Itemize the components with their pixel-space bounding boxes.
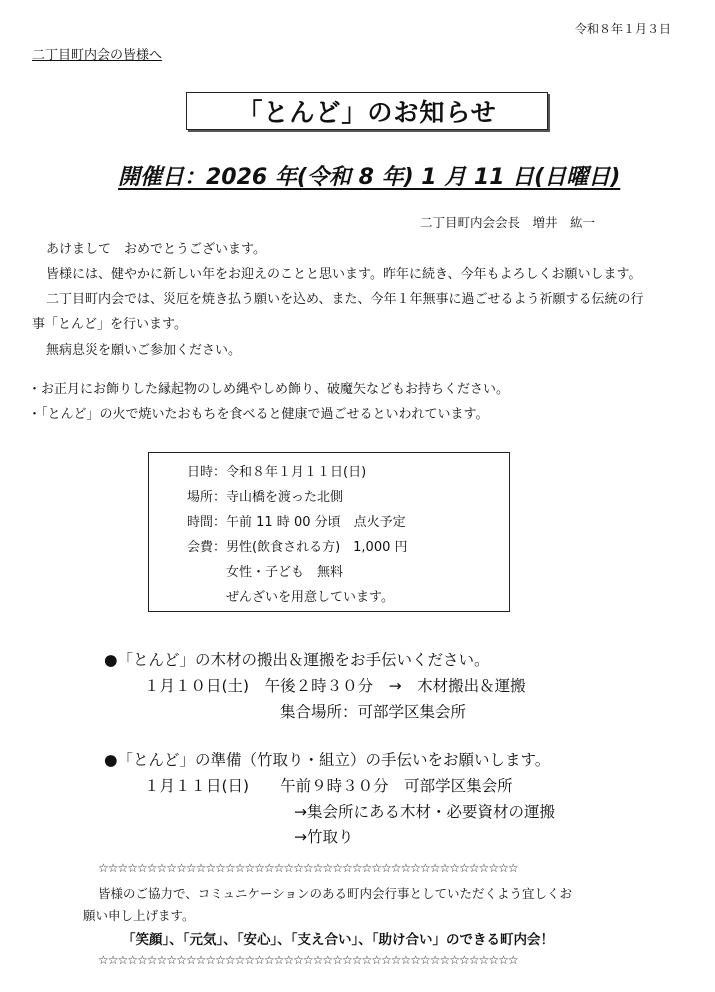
help-transport-place: 集合場所：可部学区集会所 bbox=[280, 703, 467, 721]
document-title: 「とんど」のお知らせ bbox=[237, 98, 497, 127]
author-line: 二丁目町内会会長 増井 紘一 bbox=[420, 215, 596, 230]
intro-paragraph: 皆様には、健やかに新しい年をお迎えのことと思います。昨年に続き、今年もよろしくお願いします。 bbox=[46, 267, 642, 282]
star-divider: ☆☆☆☆☆☆☆☆☆☆☆☆☆☆☆☆☆☆☆☆☆☆☆☆☆☆☆☆☆☆☆☆☆☆☆☆☆☆☆☆☆☆☆ bbox=[98, 861, 518, 875]
help-preparation-task: →集会所にある木材・必要資材の運搬 bbox=[294, 803, 555, 821]
help-preparation-task: →竹取り bbox=[294, 828, 354, 846]
detail-time: 時間：午前 11 時 00 分頃 点火予定 bbox=[187, 515, 406, 530]
document-date: 令和８年１月３日 bbox=[574, 22, 671, 36]
detail-note: ぜんざいを用意しています。 bbox=[187, 590, 394, 605]
detail-location: 場所：寺山橋を渡った北側 bbox=[187, 490, 344, 505]
intro-paragraph: 二丁目町内会では、災厄を焼き払う願いを込め、また、今年１年無事に過ごせるよう祈願する伝統の行 bbox=[46, 292, 644, 307]
detail-fee: 会費：男性(飲食される方) 1,000 円 bbox=[187, 540, 408, 555]
bullet-item: ・「とんど」の火で焼いたおもちを食べると健康で過ごせるといわれています。 bbox=[28, 407, 489, 422]
intro-paragraph: 事「とんど」を行います。 bbox=[32, 317, 187, 332]
help-heading-preparation: ●「とんど」の準備（竹取り・組立）の手伝いをお願いします。 bbox=[104, 751, 551, 769]
help-preparation-time: １月１１日(日) 午前９時３０分 可部学区集会所 bbox=[144, 777, 513, 795]
detail-datetime: 日時：令和８年１月１１日(日) bbox=[187, 465, 367, 480]
detail-fee: 女性・子ども 無料 bbox=[187, 565, 344, 580]
help-transport-time: １月１０日(土) 午後２時３０分 → 木材搬出＆運搬 bbox=[144, 677, 526, 695]
title-box bbox=[186, 92, 548, 130]
closing-message: 願い申し上げます。 bbox=[83, 908, 195, 923]
intro-greeting: あけまして おめでとうございます。 bbox=[46, 242, 266, 257]
bullet-item: ・お正月にお飾りした縁起物のしめ縄やしめ飾り、破魔矢などもお持ちください。 bbox=[28, 382, 510, 397]
event-date-heading: 開催日：2026 年(令和 8 年) 1 月 11 日(日曜日) bbox=[118, 165, 621, 190]
star-divider: ☆☆☆☆☆☆☆☆☆☆☆☆☆☆☆☆☆☆☆☆☆☆☆☆☆☆☆☆☆☆☆☆☆☆☆☆☆☆☆☆☆☆☆ bbox=[98, 953, 518, 967]
recipient-line: 二丁目町内会の皆様へ bbox=[32, 48, 163, 63]
help-heading-transport: ●「とんど」の木材の搬出＆運搬をお手伝いください。 bbox=[104, 651, 490, 669]
community-slogan: 「笑顔」、「元気」、「安心」、「支え合い」、「助け合い」のできる町内会！ bbox=[122, 932, 554, 948]
closing-message: 皆様のご協力で、コミュニケーションのある町内会行事としていただくよう宜しくお bbox=[98, 886, 573, 901]
intro-paragraph: 無病息災を願いご参加ください。 bbox=[46, 343, 242, 358]
